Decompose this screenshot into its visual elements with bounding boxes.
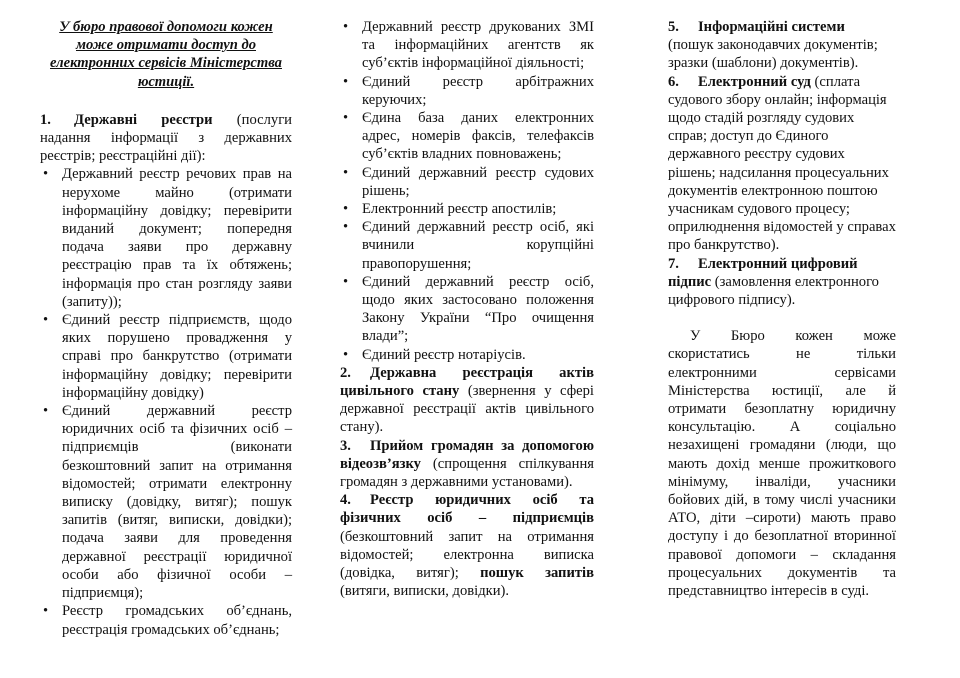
brochure-title: У бюро правової допомоги кожен може отримати доступ до електронних сервісів Міністерства юстиції. — [50, 19, 282, 90]
section-number: 2. — [340, 364, 351, 381]
list-item: • Єдиний реєстр нотаріусів. — [340, 346, 594, 364]
list-item: • Державний реєстр речових прав на нерухоме майно (отримати інформаційну довідку; перевірити виданий документ; попередня подача заяви про державну реєстрацію прав та їх обтяжень; інформація про стан розгляду заяви (запиту)); — [40, 165, 292, 311]
section-3 — [340, 437, 594, 492]
registry-list-1 — [40, 165, 292, 638]
section-title: Державна реєстрація актів цивільного стану — [340, 364, 594, 400]
section-number: 1. — [40, 111, 51, 128]
column-2 — [340, 18, 594, 601]
section-number: 4. — [340, 492, 351, 509]
section-title: Інформаційні системи — [698, 19, 845, 35]
list-item: • Єдиний державний реєстр осіб, щодо яких застосовано положення Закону України “Про очищення влади”; — [340, 273, 594, 346]
section-number: 5. — [668, 19, 679, 35]
section-number: 3. — [340, 437, 351, 454]
registry-list-2 — [340, 18, 594, 364]
section-number: 7. — [668, 255, 679, 272]
column-3 — [668, 18, 896, 600]
section-text: (звернення у сфері державної реєстрації актів цивільного стану). — [340, 383, 594, 436]
section-title: Електронний цифровий підпис — [668, 255, 858, 290]
section-title: Прийом громадян за допомогою відеозв’язку — [340, 437, 594, 472]
section-title: Державні реєстри — [74, 111, 213, 128]
section-title: Електронний суд — [698, 73, 811, 90]
section-2 — [340, 364, 594, 437]
section-text: (витяги, виписки, довідки). — [340, 583, 510, 600]
list-item: • Єдиний державний реєстр судових рішень; — [340, 164, 594, 200]
list-item: • Єдиний державний реєстр юридичних осіб та фізичних осіб – підприємців (виконати безкоштовний запит на отримання відомостей; отримати електронну виписку (довідку, витяг); пошук запитів (витяг, виписки, довідки); подача заяви для проведення державної реєстрації юридичної особи або фізичної особи – підприємця); — [40, 402, 292, 602]
section-title: Реєстр юридичних осіб та фізичних осіб – підприємців — [340, 492, 594, 527]
section-text: (пошук законодавчих документів; зразки (шаблони) документів). — [668, 37, 878, 72]
section-text: (безкоштовний запит на отримання відомостей; електронна виписка (довідка, витяг); — [340, 528, 594, 582]
section-text: (замовлення електронного цифрового підпису). — [668, 273, 879, 309]
list-item: • Єдиний державний реєстр осіб, які вчинили корупційні правопорушення; — [340, 218, 594, 273]
section-text: (послуги надання інформації з державних реєстрів; реєстраційні дії): — [40, 111, 292, 165]
list-item: • Електронний реєстр апостилів; — [340, 200, 594, 218]
closing-paragraph: У Бюро кожен може скористатись не тільки електронними сервісами Міністерства юстиції, але й отримати безоплатну юридичну консультацію. А соціально незахищені громадяни (люди, що мають дохід менше прожиткового мінімуму, інваліди, учасники бойових дій, в тому числі учасники АТО, діти –сироти) мають право доступу і до безоплатної вторинної правової допомоги – складання процесуальних документів та представництво інтересів в суді. — [668, 328, 896, 600]
section-4 — [340, 491, 594, 600]
section-1-heading — [40, 111, 292, 166]
column-1 — [40, 18, 292, 639]
list-item: • Єдиний реєстр арбітражних керуючих; — [340, 73, 594, 109]
list-item: • Реєстр громадських об’єднань, реєстрація громадських об’єднань; — [40, 602, 292, 638]
section-6 — [668, 73, 896, 255]
section-7 — [668, 255, 896, 310]
section-number: 6. — [668, 73, 679, 90]
section-text: (спрощення спілкування громадян з державними установами). — [340, 455, 594, 491]
section-text: (сплата судового збору онлайн; інформація щодо стадій розгляду судових справ; доступ до Єдиного державного реєстру судових рішень; надсилання процесуальних документів електронною поштою учасникам судового процесу; оприлюднення відомостей у справах про банкрутство). — [668, 73, 896, 254]
list-item: • Єдина база даних електронних адрес, номерів факсів, телефаксів суб’єктів владних повноважень; — [340, 109, 594, 164]
section-subtitle: пошук запитів — [480, 565, 594, 582]
section-5 — [668, 18, 896, 73]
list-item: • Єдиний реєстр підприємств, щодо яких порушено провадження у справі про банкрутство (отримати інформаційну довідку; перевірити інформаційну довідку) — [40, 311, 292, 402]
list-item: • Державний реєстр друкованих ЗМІ та інформаційних агентств як суб’єктів інформаційної діяльності; — [340, 18, 594, 73]
